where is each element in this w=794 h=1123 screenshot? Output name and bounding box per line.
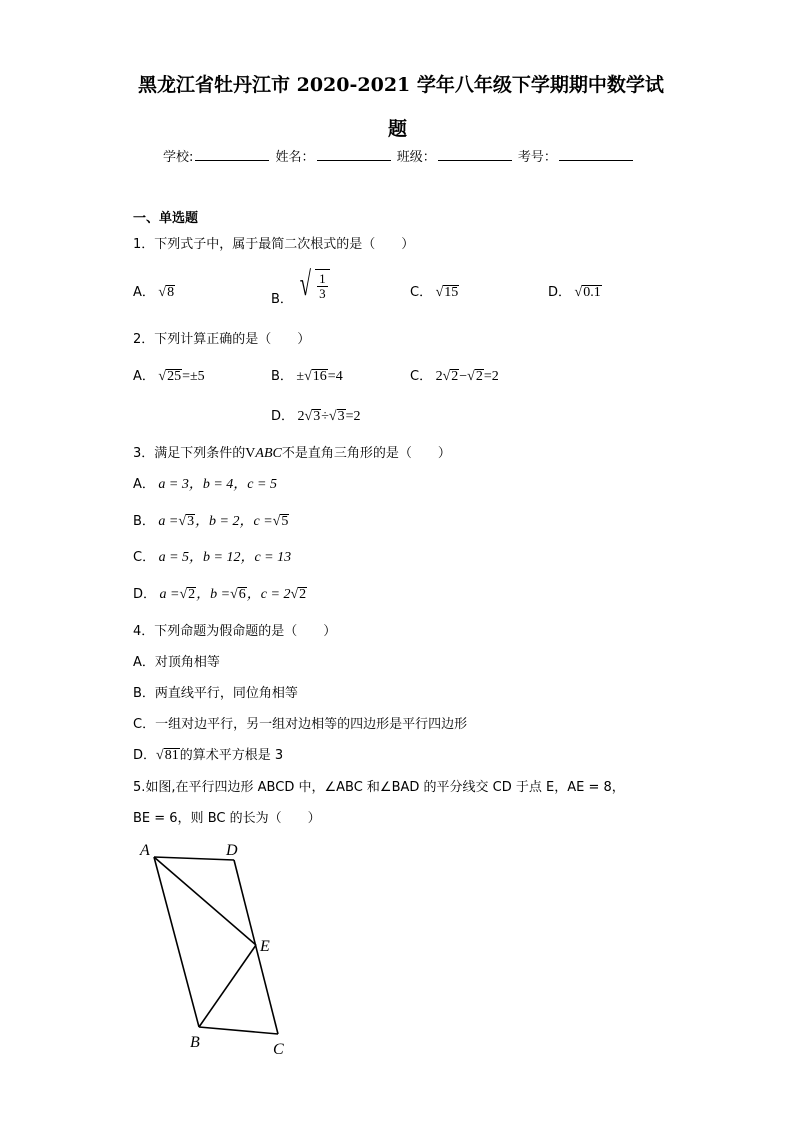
q3-stem: 3．满足下列条件的VABC不是直角三角形的是（ ） xyxy=(133,446,451,461)
class-blank[interactable] xyxy=(438,148,512,161)
school-label: 学校: xyxy=(163,150,194,165)
label-b: B xyxy=(190,1034,200,1051)
q2-option-b: B． ±√16=4 xyxy=(271,369,343,384)
q1-option-d: D． √0.1 xyxy=(548,285,601,300)
q3-option-d: D． a =√2，b =√6，c = 2√2 xyxy=(133,587,307,602)
q1-option-c: C． √15 xyxy=(410,285,459,300)
edge-ab xyxy=(154,857,199,1027)
title-line2: 题 xyxy=(388,118,408,140)
q2-option-a: A． √25=±5 xyxy=(133,369,205,384)
label-e: E xyxy=(260,938,270,955)
student-info-row xyxy=(163,146,635,165)
section-heading: 一、单选题 xyxy=(133,211,199,226)
q1-stem: 1．下列式子中，属于最简二次根式的是（ ） xyxy=(133,237,415,252)
q1-option-b: B． √ $\frac{1}{3}$ xyxy=(271,268,330,302)
segment-ae xyxy=(154,857,256,945)
q1-option-a: A． √8 xyxy=(133,285,175,300)
q4-option-c: C．一组对边平行，另一组对边相等的四边形是平行四边形 xyxy=(133,717,468,732)
name-label: 姓名： xyxy=(275,150,315,165)
q4-option-d: D．√81的算术平方根是 3 xyxy=(133,748,284,763)
title-line1: 黑龙江省牡丹江市 2020-2021 学年八年级下学期期中数学试 xyxy=(138,74,664,96)
q5-stem-line1: 5.如图,在平行四边形 ABCD 中，∠ABC 和∠BAD 的平分线交 CD 于点 E，AE = 8， xyxy=(133,780,625,795)
label-c: C xyxy=(273,1041,284,1058)
edge-dc xyxy=(234,860,278,1034)
name-blank[interactable] xyxy=(317,148,391,161)
q4-option-a: A．对顶角相等 xyxy=(133,655,220,670)
q4-stem: 4．下列命题为假命题的是（ ） xyxy=(133,624,337,639)
edge-bc xyxy=(199,1027,278,1034)
q3-option-c: C． a = 5，b = 12，c = 13 xyxy=(133,550,292,565)
exam-number-blank[interactable] xyxy=(559,148,633,161)
q4-option-b: B．两直线平行，同位角相等 xyxy=(133,686,298,701)
segment-be xyxy=(199,945,256,1027)
parallelogram-figure xyxy=(130,835,300,1065)
q5-stem-line2: BE = 6，则 BC 的长为（ ） xyxy=(133,811,321,826)
edge-ad xyxy=(154,857,234,860)
school-blank[interactable] xyxy=(195,148,269,161)
label-a: A xyxy=(140,842,150,859)
label-d: D xyxy=(226,842,238,859)
q3-option-b: B． a =√3，b = 2，c =√5 xyxy=(133,514,289,529)
q2-option-c: C． 2√2−√2=2 xyxy=(410,369,499,384)
exam-number-label: 考号： xyxy=(517,150,557,165)
class-label: 班级： xyxy=(396,150,436,165)
q2-stem: 2．下列计算正确的是（ ） xyxy=(133,332,311,347)
q2-option-d: D． 2√3÷√3=2 xyxy=(271,409,361,424)
q3-option-a: A． a = 3，b = 4，c = 5 xyxy=(133,477,277,492)
